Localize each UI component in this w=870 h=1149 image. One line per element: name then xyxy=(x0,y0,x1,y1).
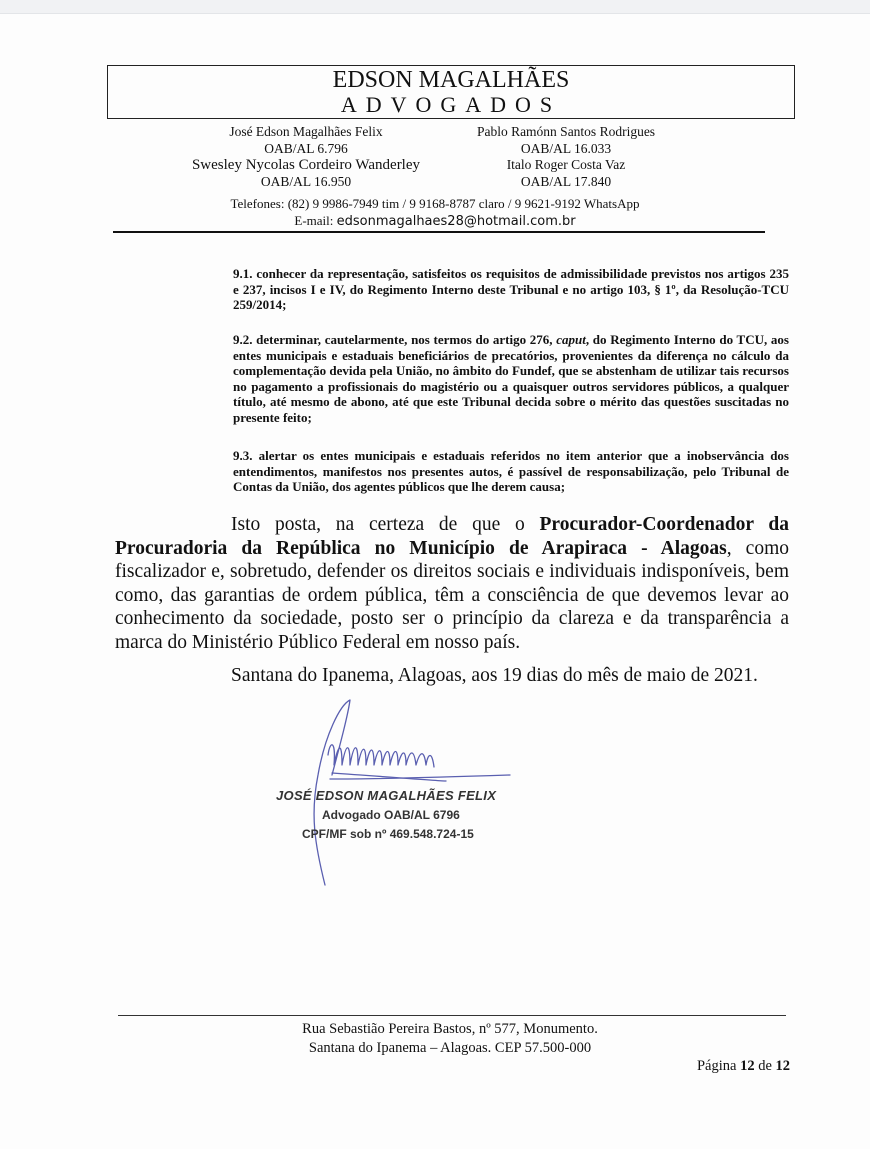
firm-name: EDSON MAGALHÃES xyxy=(332,67,570,93)
lawyer-name: Swesley Nycolas Cordeiro Wanderley xyxy=(191,157,421,173)
paragraph-text: Isto posta, na certeza de que o xyxy=(231,514,540,535)
lawyer-name: Pablo Ramónn Santos Rodrigues xyxy=(476,124,656,139)
email-address: edsonmagalhaes28@hotmail.com.br xyxy=(336,213,576,229)
lawyer-entry xyxy=(442,124,690,157)
page-current: 12 xyxy=(740,1058,755,1074)
paragraph-bold: Procurador-Coordenador da Procuradoria da República no Município de Arapiraca - Alagoas xyxy=(115,514,789,559)
signatory-oab: Advogado OAB/AL 6796 xyxy=(322,808,460,822)
lawyer-entry xyxy=(170,157,442,190)
quote-9-2-text: 9.2. determinar, cautelarmente, nos termos do artigo 276, xyxy=(233,332,557,347)
lawyer-name: José Edson Magalhães Felix xyxy=(229,124,383,139)
signatory-cpf: CPF/MF sob nº 469.548.724-15 xyxy=(302,827,474,841)
lawyer-oab: OAB/AL 16.033 xyxy=(520,140,612,156)
lawyers-list xyxy=(170,124,690,190)
lawyer-entry xyxy=(442,157,690,190)
page-total: 12 xyxy=(775,1058,790,1074)
page-of: de xyxy=(754,1058,776,1074)
email-line xyxy=(170,213,700,231)
contact-info xyxy=(170,196,700,230)
quote-9-2 xyxy=(233,332,789,426)
quote-9-2-italic: caput xyxy=(556,332,586,347)
firm-subtitle: ADVOGADOS xyxy=(340,92,562,117)
phones: Telefones: (82) 9 9986-7949 tim / 9 9168-8787 claro / 9 9621-9192 WhatsApp xyxy=(230,196,640,211)
closing-paragraph xyxy=(115,513,789,654)
signatory-name: JOSÉ EDSON MAGALHÃES FELIX xyxy=(276,788,497,803)
paragraph-text-end: , como fiscalizador e, sobretudo, defender os direitos sociais e individuais indisponíveis, bem como, das garantias de ordem pública, têm a consciência de que devemos levar ao conhecimento da sociedade, posto ser o princípio da clareza e da transparência a marca do Ministério Público Federal em nosso país. xyxy=(115,537,789,653)
lawyer-oab: OAB/AL 16.950 xyxy=(260,173,352,189)
viewer-top-bar xyxy=(0,0,870,14)
quote-9-2-text-end: , do Regimento Interno do TCU, aos entes municipais e estaduais beneficiários de precatórios, provenientes da diferença no cálculo da complementação devida pela União, no âmbito do Fundef, que se abstenham de utilizar tais recursos no pagamento a profissionais do magistério ou a quaisquer outros servidores públicos, a qualquer título, até mesmo de abono, até que este Tribunal decida sobre o mérito das questões suscitadas no presente feito; xyxy=(233,332,789,425)
footer-rule xyxy=(118,1015,786,1016)
header-rule xyxy=(113,231,765,233)
page-label: Página xyxy=(696,1058,741,1074)
lawyer-entry xyxy=(170,124,442,157)
quote-9-1: 9.1. conhecer da representação, satisfeitos os requisitos de admissibilidade previstos nos artigos 235 e 237, incisos I e IV, do Regimento Interno deste Tribunal e no artigo 103, § 1º, da Resolução-TCU 259/2014; xyxy=(233,266,789,313)
date-line: Santana do Ipanema, Alagoas, aos 19 dias do mês de maio de 2021. xyxy=(231,665,758,686)
email-label: E-mail: xyxy=(294,212,337,228)
lawyer-name: Italo Roger Costa Vaz xyxy=(506,157,626,172)
address-line-2: Santana do Ipanema – Alagoas. CEP 57.500-000 xyxy=(308,1040,592,1056)
letterhead-box xyxy=(107,65,795,119)
address-line-1: Rua Sebastião Pereira Bastos, nº 577, Monumento. xyxy=(302,1021,598,1037)
page-number xyxy=(640,1058,790,1075)
lawyer-oab: OAB/AL 6.796 xyxy=(264,140,348,156)
quote-9-3: 9.3. alertar os entes municipais e estaduais referidos no item anterior que a inobservância dos entendimentos, manifestos nos presentes autos, é passível de responsabilização, pelo Tribunal de Contas da União, dos agentes públicos que lhe derem causa; xyxy=(233,448,789,495)
lawyer-oab: OAB/AL 17.840 xyxy=(520,173,612,189)
footer-address xyxy=(200,1020,700,1058)
